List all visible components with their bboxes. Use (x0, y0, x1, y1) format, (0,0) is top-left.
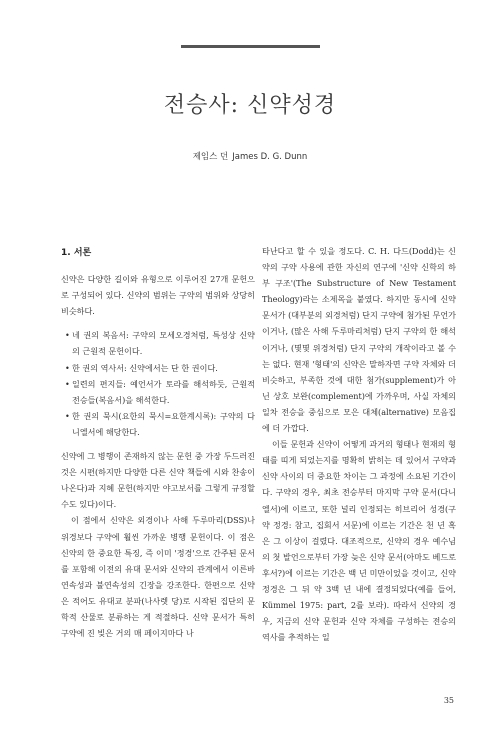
author-name-korean: 제임스 던 (192, 152, 229, 162)
author-name-english: James D. G. Dunn (232, 152, 308, 162)
section-heading: 1. 서론 (61, 248, 92, 258)
right-column (262, 243, 456, 645)
body-paragraph: 신약에 그 병행이 존재하지 않는 문헌 중 가장 두드러진 것은 시편(하지만 다양한 다른 신약 책들에 시와 찬송이 나온다)과 지혜 문헌(하지만 야고보서를 그렇게 규정할 수도 있다)이다. (61, 451, 255, 510)
header-rule (181, 45, 320, 48)
body-paragraph: 신약은 다양한 길이와 유형으로 이루어진 27개 문헌으로 구성되어 있다. 신약의 범위는 구약의 범위와 상당히 비슷하다. (61, 274, 255, 317)
author-line (0, 150, 500, 162)
body-paragraph: 이 점에서 신약은 외경이나 사해 두루마리(DSS)나 위경보다 구약에 훨씬 가까운 병행 문헌이다. 이 점은 신약의 한 중요한 특징, 즉 이미 '정경'으로 간주된 문서를 포함해 이전의 유대 문서와 신약의 관계에서 이른바 연속성과 불연속성의 긴장을 강조한다. 한편으로 신약은 적어도 유대교 분파(나사렛 당)로 시작된 집단의 문학적 산물로 분류하는 게 적절하다. 신약 문서가 특히 구약에 진 빚은 거의 매 페이지마다 나 (61, 515, 255, 639)
bullet-item: • 네 권의 복음서: 구약의 모세오경처럼, 특성상 신약의 근원적 문헌이다. (65, 327, 255, 359)
bullet-item: • 한 권의 역사서: 신약에서는 단 한 권이다. (65, 360, 255, 376)
left-column (61, 245, 255, 641)
bullet-item: • 일련의 편지들: 예언서가 토라를 해석하듯, 근원적 전승들(복음서)을 해석한다. (65, 376, 255, 408)
chapter-title: 전승사: 신약성경 (163, 93, 337, 118)
body-paragraph: 이들 문헌과 신약이 어떻게 과거의 형태나 현재의 형태를 띠게 되었는지를 명확히 밝히는 데 있어서 구약과 신약 사이의 더 중요한 차이는 그 과정에 소요된 기간이다. 구약의 경우, 최초 전승부터 마지막 구약 문서(다니엘서)에 이르고, 또한 널리 인정되는 히브리어 성경(구약 정경: 참고, 집회서 서문)에 이르는 기간은 천 년 혹은 그 이상이 걸렸다. 대조적으로, 신약의 경우 예수님의 첫 발언으로부터 가장 늦은 신약 문서(아마도 베드로후서?)에 이르는 기간은 백 년 미만이었을 것이고, 신약 정경은 그 뒤 약 3백 년 내에 결정되었다(예를 들어, Kümmel 1975: part, 2를 보라). 따라서 신약의 경우, 지금의 신약 문헌과 신약 자체를 구성하는 전승의 역사를 추적하는 일 (262, 439, 456, 643)
page-number: 35 (443, 696, 454, 705)
body-paragraph: 타난다고 할 수 있을 정도다. C. H. 다드(Dodd)는 신약의 구약 사용에 관한 자신의 연구에 '신약 신학의 하부 구조'(The Substructure of New Testament Theology)라는 소제목을 붙였다. 하지만 동시에 신약 문서가 (대부분의 외경처럼) 단지 구약에 첨가된 무언가이거나, (많은 사해 두루마리처럼) 단지 구약의 한 해석이거나, (몇몇 위경처럼) 단지 구약의 개작이라고 볼 수는 없다. 현재 '형태'의 신약은 말하자면 구약 자체와 더 비슷하고, 부족한 것에 대한 첨가(supplement)가 아닌 상호 보완(complement)에 가까우며, 사실 자체의 일차 전승을 중심으로 모은 대체(alternative) 모음집에 더 가깝다. (262, 246, 456, 434)
bullet-item: • 한 권의 묵시(요한의 묵시=요한계시록): 구약의 다니엘서에 해당한다. (65, 408, 255, 440)
bullet-list (61, 327, 255, 440)
